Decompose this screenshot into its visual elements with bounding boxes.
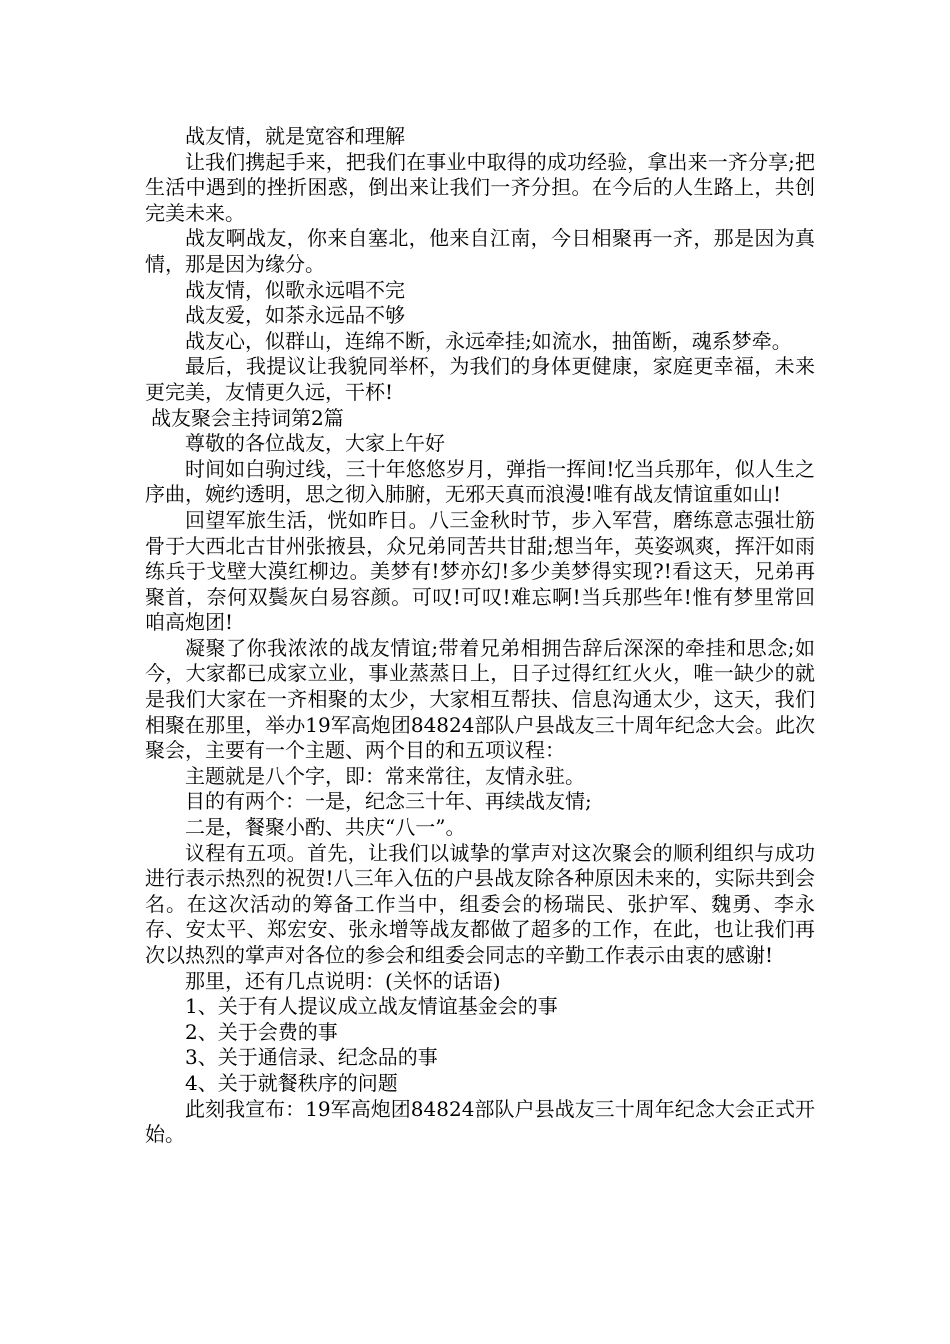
list-item: 3、关于通信录、纪念品的事 <box>185 1045 438 1070</box>
paragraph: 战友爱，如茶永远品不够 <box>185 303 405 328</box>
paragraph: 最后，我提议让我貌同举杯，为我们的身体更健康，家庭更幸福，未来更完美，友情更久远，干杯! <box>145 354 815 404</box>
list-item: 4、关于就餐秩序的问题 <box>185 1070 398 1095</box>
list-item: 2、关于会费的事 <box>185 1019 338 1044</box>
paragraph: 战友情，似歌永远唱不完 <box>185 277 405 302</box>
document-body <box>145 124 815 1148</box>
paragraph: 战友心，似群山，连绵不断，永远牵挂;如流水，抽笛断，魂系梦牵。 <box>185 328 792 353</box>
paragraph: 那里，还有几点说明：(关怀的话语) <box>185 968 501 993</box>
paragraph: 议程有五项。首先，让我们以诚挚的掌声对这次聚会的顺利组织与成功进行表示热烈的祝贺!八三年入伍的户县战友除各种原因未来的，实际共到会名。在这次活动的筹备工作当中，组委会的杨瑞民、张护军、魏勇、李永存、安太平、郑宏安、张永增等战友都做了超多的工作，在此，也让我们再次以热烈的掌声对各位的参会和组委会同志的辛勤工作表示由衷的感谢! <box>145 840 815 967</box>
paragraph: 战友啊战友，你来自塞北，他来自江南，今日相聚再一齐，那是因为真情，那是因为缘分。 <box>145 226 815 276</box>
paragraph: 让我们携起手来，把我们在事业中取得的成功经验，拿出来一齐分享;把生活中遇到的挫折困惑，倒出来让我们一齐分担。在今后的人生路上，共创完美未来。 <box>145 149 815 225</box>
paragraph: 尊敬的各位战友，大家上午好 <box>185 431 445 456</box>
paragraph: 此刻我宣布：19军高炮团84824部队户县战友三十周年纪念大会正式开始。 <box>145 1096 815 1147</box>
paragraph: 凝聚了你我浓浓的战友情谊;带着兄弟相拥告辞后深深的牵挂和思念;如今，大家都已成家立业，事业蒸蒸日上，日子过得红红火火，唯一缺少的就是我们大家在一齐相聚的太少，大家相互帮扶、信息沟通太少，这天，我们相聚在那里，举办19军高炮团84824部队户县战友三十周年纪念大会。此次聚会，主要有一个主题、两个目的和五项议程： <box>145 635 815 763</box>
paragraph: 二是，餐聚小酌、共庆“八一”。 <box>185 815 466 840</box>
paragraph: 目的有两个：一是，纪念三十年、再续战友情; <box>185 789 592 814</box>
section-heading: 战友聚会主持词第2篇 <box>151 405 344 430</box>
paragraph: 回望军旅生活，恍如昨日。八三金秋时节，步入军营，磨练意志强壮筋骨于大西北古甘州张掖县，众兄弟同苦共甘甜;想当年，英姿飒爽，挥汗如雨练兵于戈壁大漠红柳边。美梦有!梦亦幻!多少美梦得实现?!看这天，兄弟再聚首，奈何双鬓灰白易容颜。可叹!可叹!难忘啊!当兵那些年!惟有梦里常回咱高炮团! <box>145 507 815 635</box>
paragraph: 主题就是八个字，即：常来常往，友情永驻。 <box>185 763 585 788</box>
paragraph: 战友情，就是宽容和理解 <box>185 124 405 148</box>
paragraph: 时间如白驹过线，三十年悠悠岁月，弹指一挥间!忆当兵那年，似人生之序曲，婉约透明，思之彻入肺腑，无邪天真而浪漫!唯有战友情谊重如山! <box>145 456 815 507</box>
list-item: 1、关于有人提议成立战友情谊基金会的事 <box>185 994 558 1019</box>
